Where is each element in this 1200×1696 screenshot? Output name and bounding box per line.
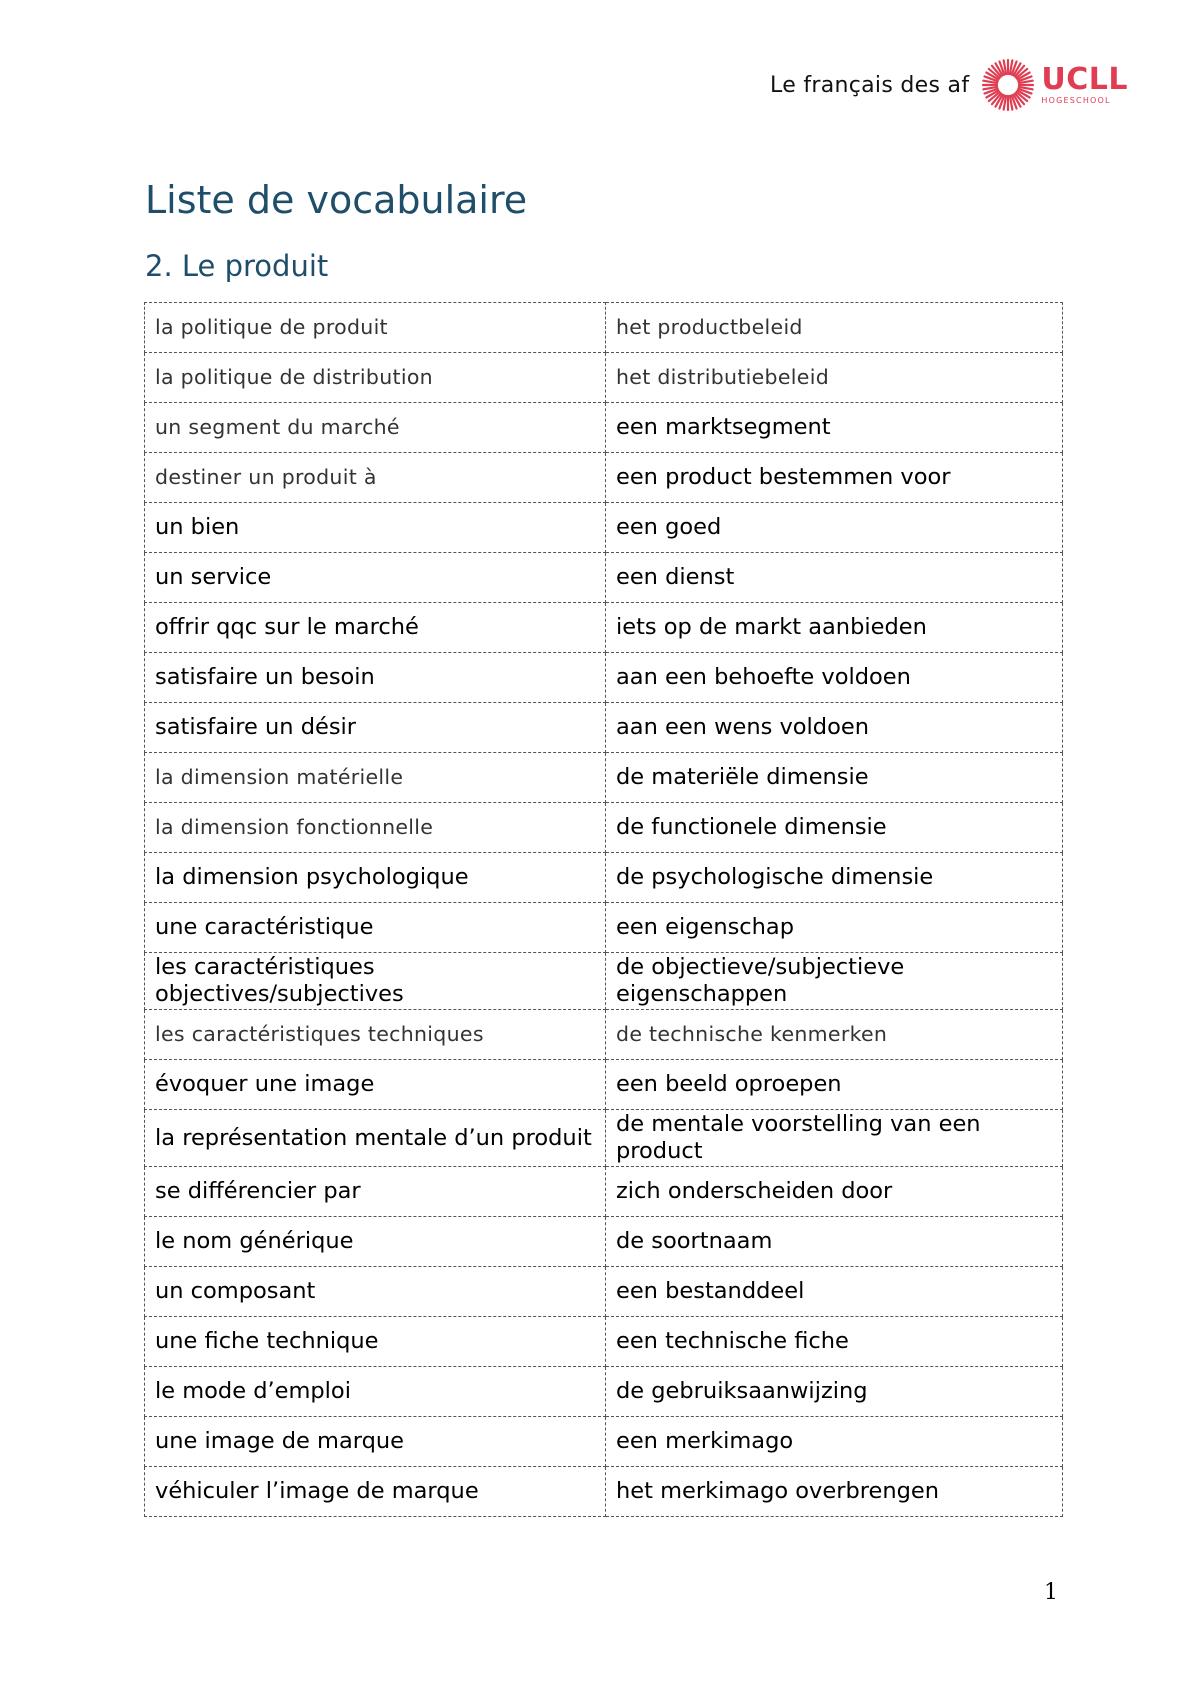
french-term: la dimension psychologique bbox=[145, 853, 606, 903]
section-title: 2. Le produit bbox=[145, 249, 329, 283]
table-row bbox=[145, 1317, 1063, 1367]
dutch-translation: aan een wens voldoen bbox=[606, 703, 1063, 753]
french-term: un segment du marché bbox=[145, 403, 606, 453]
table-row bbox=[145, 1367, 1063, 1417]
french-term: se différencier par bbox=[145, 1167, 606, 1217]
dutch-translation: een bestanddeel bbox=[606, 1267, 1063, 1317]
dutch-translation: de soortnaam bbox=[606, 1217, 1063, 1267]
table-row bbox=[145, 503, 1063, 553]
table-row bbox=[145, 1010, 1063, 1060]
french-term: une caractéristique bbox=[145, 903, 606, 953]
dutch-translation: het productbeleid bbox=[606, 303, 1063, 353]
document-title: Liste de vocabulaire bbox=[145, 178, 528, 222]
table-row bbox=[145, 303, 1063, 353]
french-term: la politique de distribution bbox=[145, 353, 606, 403]
dutch-translation: een eigenschap bbox=[606, 903, 1063, 953]
dutch-translation: een dienst bbox=[606, 553, 1063, 603]
french-term: une fiche technique bbox=[145, 1317, 606, 1367]
table-row bbox=[145, 1267, 1063, 1317]
dutch-translation: aan een behoefte voldoen bbox=[606, 653, 1063, 703]
french-term: la représentation mentale d’un produit bbox=[145, 1110, 606, 1167]
table-row bbox=[145, 553, 1063, 603]
french-term: le mode d’emploi bbox=[145, 1367, 606, 1417]
logo-name: UCLL bbox=[1041, 62, 1128, 97]
table-row bbox=[145, 603, 1063, 653]
dutch-translation: iets op de markt aanbieden bbox=[606, 603, 1063, 653]
french-term: les caractéristiques techniques bbox=[145, 1010, 606, 1060]
table-row bbox=[145, 1417, 1063, 1467]
french-term: les caractéristiques objectives/subjectives bbox=[145, 953, 606, 1010]
page-header bbox=[770, 58, 1128, 112]
table-row bbox=[145, 1110, 1063, 1167]
table-row bbox=[145, 1217, 1063, 1267]
table-row bbox=[145, 903, 1063, 953]
french-term: satisfaire un besoin bbox=[145, 653, 606, 703]
french-term: satisfaire un désir bbox=[145, 703, 606, 753]
dutch-translation: de psychologische dimensie bbox=[606, 853, 1063, 903]
french-term: la dimension matérielle bbox=[145, 753, 606, 803]
table-row bbox=[145, 403, 1063, 453]
dutch-translation: een marktsegment bbox=[606, 403, 1063, 453]
dutch-translation: een technische fiche bbox=[606, 1317, 1063, 1367]
dutch-translation: het distributiebeleid bbox=[606, 353, 1063, 403]
dutch-translation: de materiële dimensie bbox=[606, 753, 1063, 803]
table-row bbox=[145, 453, 1063, 503]
dutch-translation: zich onderscheiden door bbox=[606, 1167, 1063, 1217]
sunburst-logo-icon bbox=[981, 58, 1035, 112]
dutch-translation: een merkimago bbox=[606, 1417, 1063, 1467]
vocabulary-table bbox=[144, 302, 1063, 1517]
dutch-translation: de gebruiksaanwijzing bbox=[606, 1367, 1063, 1417]
table-row bbox=[145, 953, 1063, 1010]
french-term: véhiculer l’image de marque bbox=[145, 1467, 606, 1517]
table-row bbox=[145, 353, 1063, 403]
dutch-translation: een product bestemmen voor bbox=[606, 453, 1063, 503]
dutch-translation: de functionele dimensie bbox=[606, 803, 1063, 853]
table-row bbox=[145, 1167, 1063, 1217]
table-row bbox=[145, 803, 1063, 853]
dutch-translation: de mentale voorstelling van een product bbox=[606, 1110, 1063, 1167]
page-number: 1 bbox=[1044, 1580, 1058, 1605]
header-text: Le français des af bbox=[770, 72, 970, 98]
table-row bbox=[145, 753, 1063, 803]
french-term: un service bbox=[145, 553, 606, 603]
dutch-translation: de technische kenmerken bbox=[606, 1010, 1063, 1060]
dutch-translation: een beeld oproepen bbox=[606, 1060, 1063, 1110]
french-term: un bien bbox=[145, 503, 606, 553]
table-row bbox=[145, 853, 1063, 903]
logo-subtitle: HOGESCHOOL bbox=[1041, 96, 1111, 105]
dutch-translation: een goed bbox=[606, 503, 1063, 553]
table-row bbox=[145, 1060, 1063, 1110]
french-term: le nom générique bbox=[145, 1217, 606, 1267]
table-row bbox=[145, 1467, 1063, 1517]
french-term: offrir qqc sur le marché bbox=[145, 603, 606, 653]
french-term: une image de marque bbox=[145, 1417, 606, 1467]
table-row bbox=[145, 703, 1063, 753]
ucll-logo bbox=[981, 58, 1128, 112]
french-term: la dimension fonctionnelle bbox=[145, 803, 606, 853]
french-term: évoquer une image bbox=[145, 1060, 606, 1110]
french-term: un composant bbox=[145, 1267, 606, 1317]
dutch-translation: de objectieve/subjectieve eigenschappen bbox=[606, 953, 1063, 1010]
french-term: la politique de produit bbox=[145, 303, 606, 353]
table-row bbox=[145, 653, 1063, 703]
french-term: destiner un produit à bbox=[145, 453, 606, 503]
dutch-translation: het merkimago overbrengen bbox=[606, 1467, 1063, 1517]
